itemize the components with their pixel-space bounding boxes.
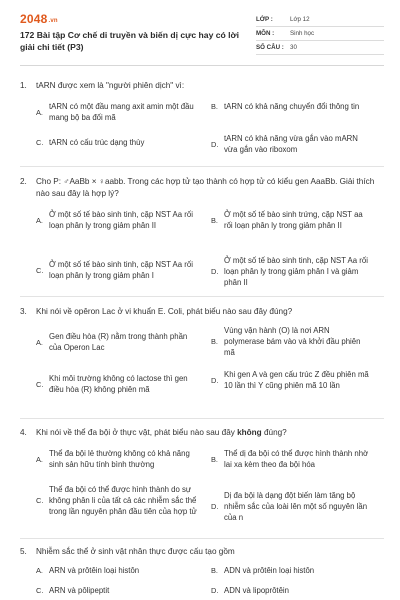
question-stem	[20, 427, 384, 439]
question-5	[20, 546, 384, 596]
brand-block	[20, 12, 250, 55]
option-text: ARN và pôlipeptit	[49, 585, 110, 595]
option-a[interactable]	[36, 210, 197, 232]
option-text: ADN và lipoprôtêin	[224, 585, 290, 595]
question-2	[20, 176, 384, 287]
question-number: 1.	[20, 81, 27, 90]
question-stem	[20, 306, 384, 318]
option-letter: D.	[211, 375, 219, 385]
option-b[interactable]	[211, 210, 372, 232]
option-letter: B.	[211, 337, 218, 347]
meta-row-count	[256, 41, 384, 55]
option-text: tARN có một đầu mang axit amin một đầu mang bộ ba đối mã	[49, 101, 194, 122]
question-stem	[20, 176, 384, 200]
option-letter: B.	[211, 215, 218, 225]
option-letter: D.	[211, 586, 219, 596]
option-b[interactable]	[211, 449, 372, 471]
meta-value: 30	[290, 44, 297, 51]
site-logo-suffix: .vn	[48, 18, 58, 24]
question-divider	[20, 418, 384, 419]
option-letter: A.	[36, 566, 43, 576]
option-a[interactable]	[36, 332, 197, 354]
option-text: Thể dị đa bội có thể được hình thành nhờ lai xa kèm theo đa bội hóa	[224, 448, 369, 469]
option-letter: D.	[211, 266, 219, 276]
option-text: Gen điều hòa (R) nằm trong thành phần của Operon Lac	[49, 331, 188, 352]
option-letter: A.	[36, 107, 43, 117]
option-b[interactable]	[211, 102, 372, 113]
question-text: tARN được xem là "người phiên dịch" vì:	[36, 81, 185, 90]
option-letter: C.	[36, 138, 44, 148]
stem-part: Khi nói về thể đa bội ở thực vật, phát biểu nào sau đây	[36, 428, 238, 437]
option-b[interactable]	[211, 566, 372, 577]
option-a[interactable]	[36, 449, 197, 471]
option-letter: C.	[36, 586, 44, 596]
question-divider	[20, 166, 384, 167]
option-a[interactable]	[36, 102, 197, 124]
site-logo-text: 2048	[20, 12, 48, 26]
option-letter: B.	[211, 566, 218, 576]
page-header	[20, 12, 384, 55]
meta-key: LỚP :	[256, 16, 273, 23]
question-1	[20, 80, 384, 154]
question-number: 5.	[20, 547, 27, 556]
stem-part: đúng?	[261, 428, 287, 437]
option-d[interactable]	[211, 134, 372, 156]
site-logo[interactable]	[20, 12, 250, 26]
question-stem	[20, 80, 384, 92]
option-text: Khi môi trường không có lactose thì gen điều hòa (R) không phiên mã	[49, 373, 188, 394]
option-letter: D.	[211, 502, 219, 512]
question-stem	[20, 546, 384, 558]
question-number: 4.	[20, 428, 27, 437]
option-b[interactable]	[211, 326, 372, 359]
question-text: Nhiễm sắc thể ở sinh vật nhân thực được cấu tạo gồm	[36, 547, 235, 556]
option-text: Dị đa bội là dạng đột biến làm tăng bộ nhiễm sắc của loài lên một số nguyên lần của n	[224, 490, 368, 522]
question-number: 2.	[20, 177, 27, 186]
option-letter: B.	[211, 102, 218, 112]
option-d[interactable]	[211, 586, 372, 597]
option-c[interactable]	[36, 374, 197, 396]
option-letter: D.	[211, 139, 219, 149]
meta-row-class	[256, 13, 384, 27]
option-text: tARN có khả năng chuyển đổi thông tin	[224, 101, 360, 111]
document-title: 172 Bài tập Cơ chế di truyền và biến dị cực hay có lời giải chi tiết (P3)	[20, 30, 240, 52]
meta-value: Lớp 12	[290, 16, 310, 23]
option-text: Khi gen A và gen cấu trúc Z đều phiên mã 10 lần thì Y cũng phiên mã 10 lần	[224, 369, 369, 390]
option-d[interactable]	[211, 370, 372, 392]
option-text: Ở một số tế bào sinh tinh, cặp NST Aa rối loạn phân ly trong giảm phân II	[49, 209, 193, 230]
question-4	[20, 427, 384, 522]
meta-key: MÔN :	[256, 30, 275, 37]
option-d[interactable]	[211, 491, 372, 524]
option-text: tARN có khả năng vừa gắn vào mARN vừa gắn vào riboxom	[224, 133, 358, 154]
option-letter: A.	[36, 454, 43, 464]
question-text: Khi nói về opêron Lac ở vi khuẩn E. Coli, phát biểu nào sau đây đúng?	[36, 307, 293, 316]
option-a[interactable]	[36, 566, 197, 577]
question-3	[20, 306, 384, 394]
option-text: Thể đa bội có thể được hình thành do sự không phân li của tất cả các nhiễm sắc thể trong lần nguyên phân đầu tiên của hợp tử	[49, 484, 197, 516]
question-divider	[20, 296, 384, 297]
option-letter: A.	[36, 337, 43, 347]
stem-emphasis: không	[237, 428, 262, 437]
option-text: ADN và prôtêin loại histôn	[224, 565, 315, 575]
option-text: Ở một số tế bào sinh tinh, cặp NST Aa rối loạn phân ly trong giảm phân I và giảm phân II	[224, 255, 368, 287]
meta-table	[256, 13, 384, 55]
option-text: Ở một số tế bào sinh trứng, cặp NST aa rối loạn phân ly trong giảm phân II	[224, 209, 363, 230]
option-c[interactable]	[36, 260, 197, 282]
meta-value: Sinh học	[290, 30, 315, 37]
option-c[interactable]	[36, 586, 197, 597]
option-text: ARN và prôtêin loại histôn	[49, 565, 140, 575]
option-d[interactable]	[211, 256, 372, 289]
meta-row-subject	[256, 27, 384, 41]
option-letter: C.	[36, 379, 44, 389]
option-letter: C.	[36, 265, 44, 275]
option-letter: C.	[36, 496, 44, 506]
option-c[interactable]	[36, 485, 197, 518]
option-letter: A.	[36, 215, 43, 225]
question-text: Cho P: ♂AaBb × ♀aabb. Trong các hợp tử tạo thành có hợp tử có kiểu gen AaaBb. Giải thích nào sau đây là hợp lý?	[36, 177, 375, 198]
meta-key: SỐ CÂU :	[256, 44, 284, 51]
header-divider	[20, 65, 384, 66]
option-text: tARN có cấu trúc dạng thùy	[49, 137, 145, 147]
question-number: 3.	[20, 307, 27, 316]
option-text: Ở một số tế bào sinh tinh, cặp NST Aa rối loạn phân ly trong giảm phân I	[49, 259, 193, 280]
option-text: Vùng vận hành (O) là nơi ARN polymerase bám vào và khởi đầu phiên mã	[224, 325, 361, 357]
option-letter: B.	[211, 454, 218, 464]
option-c[interactable]	[36, 138, 197, 149]
question-text	[36, 427, 384, 439]
option-text: Thể đa bội lẻ thường không có khả năng sinh sản hữu tính bình thường	[49, 448, 190, 469]
question-divider	[20, 538, 384, 539]
